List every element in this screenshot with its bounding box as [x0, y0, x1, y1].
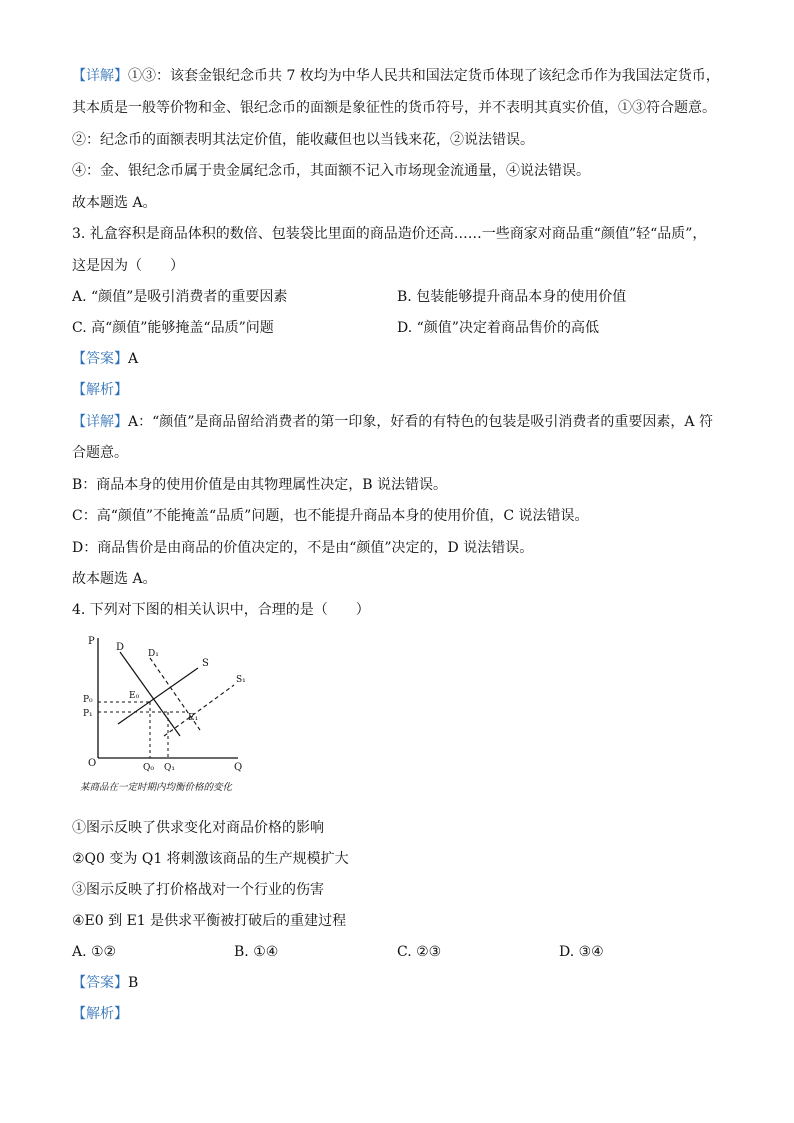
label-p: P: [88, 636, 95, 647]
q4-option-b: B. ①④: [234, 944, 279, 960]
q3-option-c: C. 高“颜值”能够掩盖“品质”问题: [72, 320, 274, 336]
label-p0: P₀: [83, 695, 93, 705]
label-s: S: [202, 658, 209, 669]
q3-detail-line-1: 【详解】A：“颜值”是商品留给消费者的第一印象，好看的有特色的包装是吸引消费者的重要因素，A 符: [72, 414, 713, 430]
q4-answer: 【答案】B: [72, 975, 139, 991]
answer-tag: 【答案】: [72, 975, 128, 991]
label-q0: Q₀: [143, 763, 154, 773]
q3-option-b: B. 包装能够提升商品本身的使用价值: [397, 289, 627, 305]
label-d: D: [116, 642, 125, 653]
q3-stem-line-2: 这是因为（ ）: [72, 258, 184, 274]
q3-detail-line-2: 合题意。: [72, 445, 128, 461]
detail-tag: 【详解】: [72, 414, 128, 430]
q3-option-d: D. “颜值”决定着商品售价的高低: [397, 320, 599, 336]
q3-detail-line-5: D：商品售价是由商品的价值决定的，不是由“颜值”决定的，D 说法错误。: [72, 540, 534, 556]
supply-demand-graph: [78, 630, 278, 800]
q3-detail-line-3: B：商品本身的使用价值是由其物理属性决定，B 说法错误。: [72, 477, 448, 493]
q2-detail-line-4: ④：金、银纪念币属于贵金属纪念币，其面额不记入市场现金流通量，④说法错误。: [72, 163, 590, 179]
q2-conclusion: 故本题选 A。: [72, 195, 157, 211]
q2-detail-line-2: 其本质是一般等价物和金、银纪念币的面额是象征性的货币符号，并不表明其真实价值，①③符合题意。: [72, 100, 716, 116]
q4-statement-4: ④E0 到 E1 是供求平衡被打破后的重建过程: [72, 913, 347, 929]
q3-option-a: A. “颜值”是吸引消费者的重要因素: [72, 289, 288, 305]
q4-option-d: D. ③④: [559, 944, 604, 960]
q2-detail-line-1: 【详解】①③：该套金银纪念币共 7 枚均为中华人民共和国法定货币体现了该纪念币作为我国法定货币，: [72, 68, 720, 84]
label-e1: E₁: [188, 713, 199, 723]
q4-option-a: A. ①②: [72, 944, 117, 960]
q4-stem: 4. 下列对下图的相关认识中，合理的是（ ）: [72, 602, 370, 618]
q4-statement-3: ③图示反映了打价格战对一个行业的伤害: [72, 882, 324, 898]
q4-statement-1: ①图示反映了供求变化对商品价格的影响: [72, 820, 324, 836]
q4-statement-2: ②Q0 变为 Q1 将刺激该商品的生产规模扩大: [72, 851, 349, 867]
answer-tag: 【答案】: [72, 351, 128, 367]
q4-analysis-tag: 【解析】: [72, 1006, 128, 1022]
label-e0: E₀: [129, 691, 140, 701]
label-q1: Q₁: [164, 763, 175, 773]
label-d1: D₁: [148, 649, 159, 659]
label-p1: P₁: [83, 709, 93, 719]
q4-option-c: C. ②③: [397, 944, 442, 960]
label-s1: S₁: [236, 675, 246, 685]
q3-stem-line-1: 3. 礼盒容积是商品体积的数倍、包装袋比里面的商品造价还高……一些商家对商品重“颜值”轻“品质”，: [72, 226, 707, 242]
label-q: Q: [234, 762, 243, 773]
label-o: O: [88, 758, 97, 769]
q3-answer: 【答案】A: [72, 351, 139, 367]
q2-detail-line-3: ②：纪念币的面额表明其法定价值，能收藏但也以当钱来花，②说法错误。: [72, 132, 534, 148]
graph-caption: 某商品在一定时期内均衡价格的变化: [80, 782, 233, 793]
q3-detail-line-4: C：高“颜值”不能掩盖“品质”问题，也不能提升商品本身的使用价值，C 说法错误。: [72, 508, 589, 524]
q3-conclusion: 故本题选 A。: [72, 571, 157, 587]
detail-tag: 【详解】: [72, 68, 128, 84]
q3-analysis-tag: 【解析】: [72, 382, 128, 398]
